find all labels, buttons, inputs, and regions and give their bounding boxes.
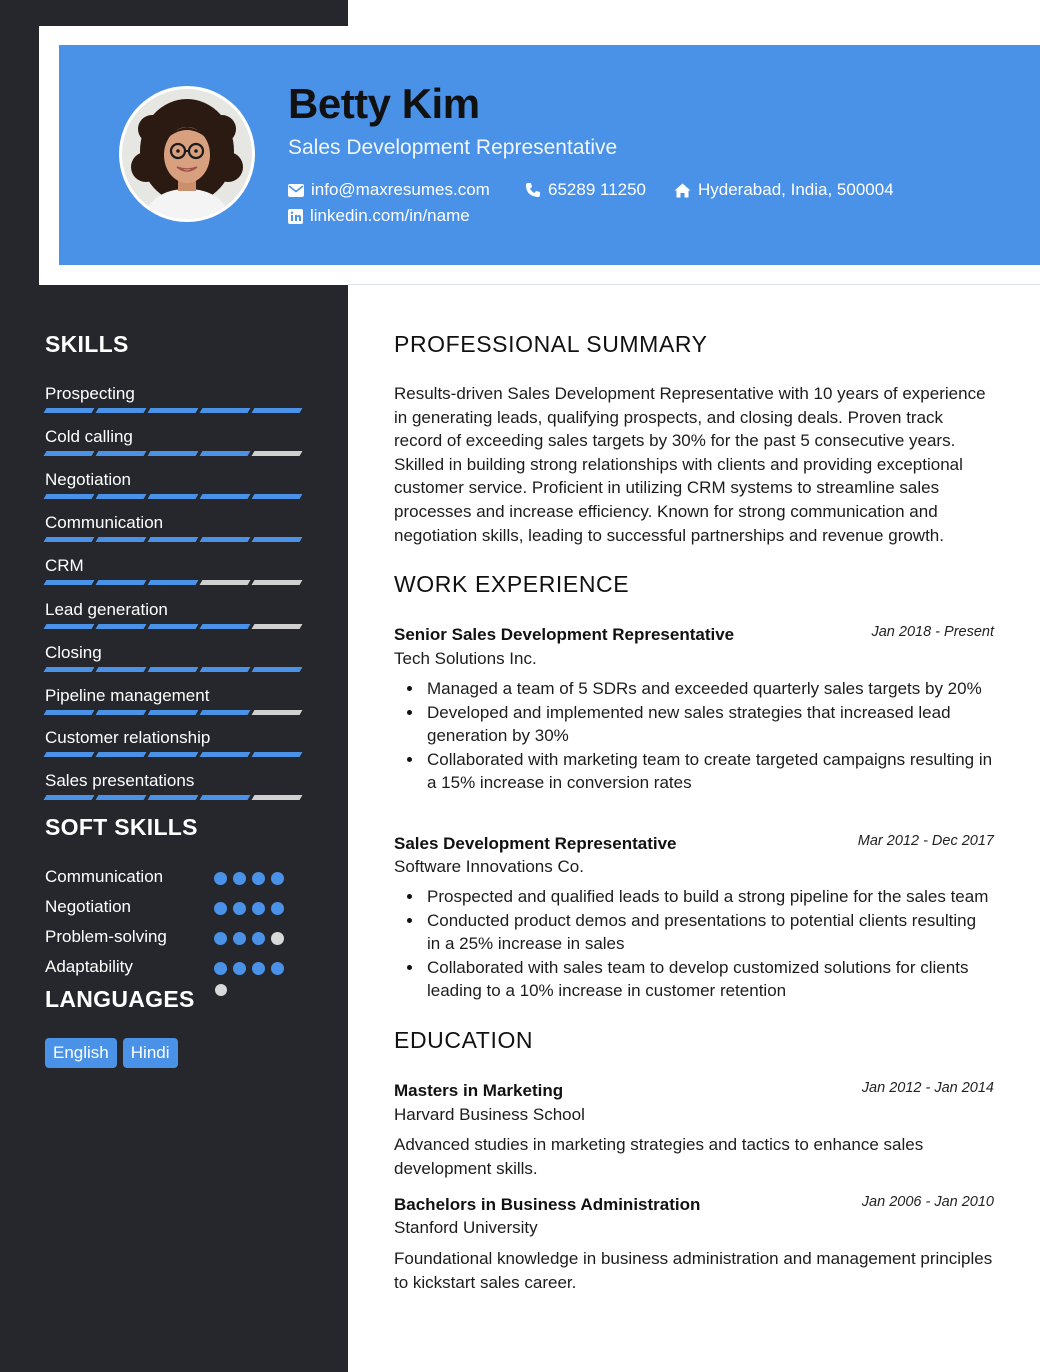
contact-phone-text: 65289 11250 (548, 180, 647, 199)
experience-heading: WORK EXPERIENCE (394, 571, 630, 597)
skill-item (45, 469, 301, 499)
skill-item (45, 512, 301, 542)
skill-item (45, 383, 301, 413)
skill-level-segment (44, 494, 95, 499)
skill-item (45, 685, 301, 715)
job-dates: Mar 2012 - Dec 2017 (857, 833, 994, 849)
skill-level-segment (252, 710, 303, 715)
linkedin-icon (288, 209, 303, 224)
skill-label: Pipeline management (45, 686, 210, 705)
skill-item (45, 727, 301, 757)
skill-level-segment (200, 408, 251, 413)
skill-level-segment (44, 752, 95, 757)
skill-label: Communication (45, 513, 164, 532)
skill-level-segment (200, 537, 251, 542)
skill-level-segment (148, 537, 199, 542)
skill-level-segment (200, 667, 251, 672)
skill-level-bar (45, 494, 301, 499)
summary-text: Results-driven Sales Development Representative with 10 years of experience in generating leads, qualifying prospects, and closing deals. Proven track record of exceeding sales targets by 30% for the past 5 consecutive years. Skilled in building strong relationships with clients and providing exceptional customer service. Proficient in utilizing CRM systems to streamline sales processes and increase efficiency. Known for strong communication and negotiation skills, leading to successful partnerships and revenue growth. (394, 384, 986, 545)
skill-label: Customer relationship (45, 728, 211, 747)
rating-dot (252, 962, 265, 975)
skill-level-segment (252, 537, 303, 542)
skill-item (45, 642, 301, 672)
skill-level-bar (45, 580, 301, 585)
skill-level-segment (148, 408, 199, 413)
phone-icon (525, 182, 541, 198)
skill-level-bar (45, 408, 301, 413)
company-name: Software Innovations Co. (394, 857, 584, 876)
skill-level-segment (148, 451, 199, 456)
skills-heading: SKILLS (45, 331, 129, 357)
skill-level-bar (45, 624, 301, 629)
skill-level-segment (148, 580, 199, 585)
degree-title: Bachelors in Business Administration (394, 1195, 701, 1214)
language-tag: English (45, 1038, 117, 1068)
job-bullets (394, 677, 994, 795)
company-name: Tech Solutions Inc. (394, 649, 537, 668)
education-description: Foundational knowledge in business administration and management principles to kickstart sales career. (394, 1249, 993, 1292)
skill-level-segment (200, 494, 251, 499)
candidate-name: Betty Kim (288, 80, 480, 127)
skill-item (45, 426, 301, 456)
skill-level-segment (96, 752, 147, 757)
soft-skill-item (45, 866, 295, 890)
rating-dot (214, 872, 227, 885)
skill-label: Closing (45, 643, 102, 662)
summary-heading: PROFESSIONAL SUMMARY (394, 331, 708, 357)
skill-label: Prospecting (45, 384, 135, 403)
skill-level-segment (252, 408, 303, 413)
rating-dot (252, 932, 265, 945)
soft-skill-item (45, 956, 295, 980)
skill-level-segment (96, 451, 147, 456)
skill-level-segment (44, 710, 95, 715)
skill-level-segment (252, 451, 303, 456)
skill-level-segment (96, 408, 147, 413)
contact-linkedin-text: linkedin.com/in/name (310, 206, 470, 225)
soft-skill-rating (214, 872, 284, 885)
soft-skill-item (45, 926, 295, 950)
skill-level-segment (252, 494, 303, 499)
skill-level-segment (252, 752, 303, 757)
school-name: Stanford University (394, 1218, 538, 1237)
skill-level-segment (148, 667, 199, 672)
skill-level-segment (96, 580, 147, 585)
soft-skill-label: Adaptability (45, 957, 133, 976)
rating-dot (233, 902, 246, 915)
rating-dot (214, 932, 227, 945)
contact-email[interactable] (288, 179, 490, 201)
candidate-title: Sales Development Representative (288, 136, 618, 159)
rating-dot (271, 932, 284, 945)
contact-linkedin[interactable] (288, 205, 470, 227)
rating-dot (271, 902, 284, 915)
skill-level-segment (44, 451, 95, 456)
skill-level-segment (148, 752, 199, 757)
header-divider (348, 284, 1040, 285)
skill-level-segment (44, 667, 95, 672)
skill-level-segment (252, 667, 303, 672)
skill-level-bar (45, 795, 301, 800)
contact-location-text: Hyderabad, India, 500004 (698, 180, 894, 199)
soft-skills-heading: SOFT SKILLS (45, 814, 198, 840)
skill-level-segment (252, 795, 303, 800)
rating-dot (214, 902, 227, 915)
skill-level-segment (44, 408, 95, 413)
soft-skill-item (45, 896, 295, 920)
soft-skill-label: Negotiation (45, 897, 132, 916)
skill-level-bar (45, 752, 301, 757)
skill-level-segment (252, 624, 303, 629)
profile-photo (122, 89, 252, 219)
skill-level-segment (96, 537, 147, 542)
skill-level-segment (96, 494, 147, 499)
rating-dot (252, 902, 265, 915)
job-dates: Jan 2018 - Present (871, 624, 994, 640)
job-bullet: Developed and implemented new sales strategies that increased lead generation by 30% (394, 701, 994, 748)
home-icon (674, 183, 691, 198)
skill-level-segment (200, 752, 251, 757)
envelope-icon (288, 184, 304, 197)
skill-label: Lead generation (45, 600, 168, 619)
soft-skill-rating (214, 962, 284, 975)
skill-level-segment (200, 451, 251, 456)
skill-level-segment (200, 580, 251, 585)
job-bullet: Prospected and qualified leads to build a strong pipeline for the sales team (394, 885, 994, 909)
skill-level-segment (96, 667, 147, 672)
skill-level-bar (45, 710, 301, 715)
rating-dot (271, 962, 284, 975)
skill-level-segment (44, 795, 95, 800)
skill-level-segment (200, 710, 251, 715)
job-title: Sales Development Representative (394, 834, 677, 853)
rating-dot (214, 962, 227, 975)
contact-email-text: info@maxresumes.com (311, 180, 490, 199)
rating-dot (233, 872, 246, 885)
skill-level-segment (96, 624, 147, 629)
skill-level-segment (44, 624, 95, 629)
skill-item (45, 555, 301, 585)
contact-location (674, 179, 894, 201)
skill-label: Sales presentations (45, 771, 195, 790)
soft-skill-rating (214, 932, 284, 945)
education-description: Advanced studies in marketing strategies and tactics to enhance sales development skills. (394, 1135, 924, 1178)
skill-label: Cold calling (45, 427, 133, 446)
skill-level-bar (45, 667, 301, 672)
skill-level-segment (44, 580, 95, 585)
skill-level-segment (148, 494, 199, 499)
degree-title: Masters in Marketing (394, 1081, 564, 1100)
job-bullet: Collaborated with marketing team to create targeted campaigns resulting in a 15% increase in conversion rates (394, 748, 994, 795)
rating-dot (233, 932, 246, 945)
skill-level-segment (148, 795, 199, 800)
skill-level-segment (252, 580, 303, 585)
soft-skill-label: Communication (45, 867, 164, 886)
skill-level-segment (148, 710, 199, 715)
job-bullet: Conducted product demos and presentations to potential clients resulting in a 25% increase in sales (394, 909, 994, 956)
language-tag: Hindi (123, 1038, 178, 1068)
job-bullet: Managed a team of 5 SDRs and exceeded quarterly sales targets by 20% (394, 677, 994, 701)
skill-level-segment (44, 537, 95, 542)
skill-level-bar (45, 451, 301, 456)
skill-label: CRM (45, 556, 84, 575)
education-heading: EDUCATION (394, 1027, 534, 1053)
rating-dot (271, 872, 284, 885)
education-dates: Jan 2006 - Jan 2010 (861, 1194, 994, 1210)
skill-level-segment (96, 795, 147, 800)
education-dates: Jan 2012 - Jan 2014 (861, 1080, 994, 1096)
skill-item (45, 599, 301, 629)
rating-dot-overflow (215, 984, 227, 996)
job-bullets (394, 885, 994, 1003)
skill-level-segment (96, 710, 147, 715)
skill-level-segment (148, 624, 199, 629)
rating-dot (233, 962, 246, 975)
school-name: Harvard Business School (394, 1105, 585, 1124)
language-list (45, 1038, 178, 1068)
rating-dot (252, 872, 265, 885)
soft-skill-rating (214, 902, 284, 915)
languages-heading: LANGUAGES (45, 986, 195, 1012)
job-title: Senior Sales Development Representative (394, 625, 735, 644)
soft-skill-label: Problem-solving (45, 927, 167, 946)
skill-level-segment (200, 624, 251, 629)
skill-label: Negotiation (45, 470, 132, 489)
avatar (119, 86, 255, 222)
skill-level-segment (200, 795, 251, 800)
skill-level-bar (45, 537, 301, 542)
contact-phone[interactable] (525, 179, 646, 201)
skill-item (45, 770, 301, 800)
job-bullet: Collaborated with sales team to develop customized solutions for clients leading to a 10% increase in customer retention (394, 956, 994, 1003)
